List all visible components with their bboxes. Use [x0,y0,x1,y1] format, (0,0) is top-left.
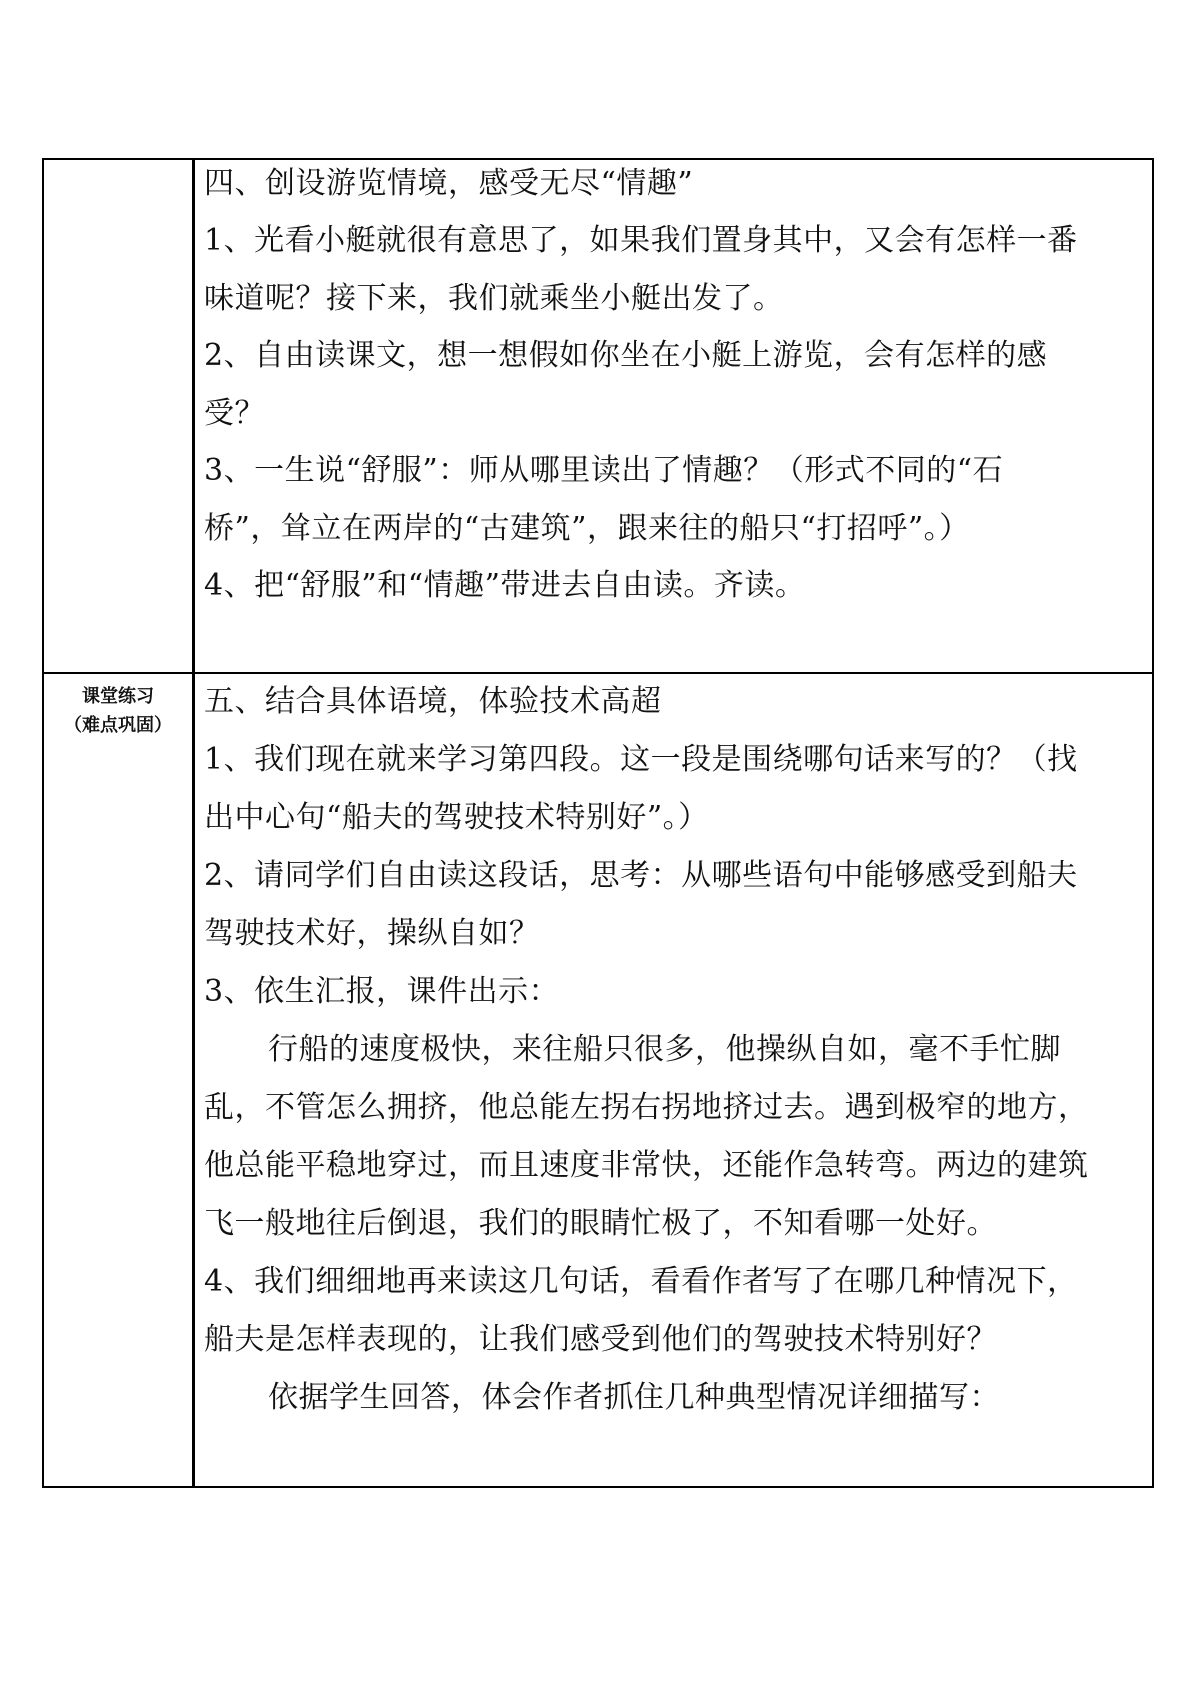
quoted-passage-line: 他总能平稳地穿过，而且速度非常快，还能作急转弯。两边的建筑 [204,1148,1089,1183]
paragraph-line: 2、自由读课文，想一想假如你坐在小艇上游览，会有怎样的感 [204,338,1048,373]
section-heading: 五、结合具体语境，体验技术高超 [204,684,662,719]
paragraph-line: 3、一生说“舒服”：师从哪里读出了情趣？（形式不同的“石 [204,453,1004,488]
quoted-passage-line: 乱，不管怎么拥挤，他总能左拐右拐地挤过去。遇到极窄的地方， [204,1090,1089,1125]
paragraph-line: 驾驶技术好，操纵自如？ [204,916,540,951]
row-label-subtitle: （难点巩固） [64,715,172,736]
paragraph-line: 依据学生回答，体会作者抓住几种典型情况详细描写： [268,1380,1000,1415]
paragraph-line: 受？ [204,396,265,431]
paragraph-line: 桥”，耸立在两岸的“古建筑”，跟来往的船只“打招呼”。） [204,511,970,546]
column-divider [192,160,195,674]
paragraph-line: 4、我们细细地再来读这几句话，看看作者写了在哪几种情况下， [204,1264,1078,1299]
paragraph-line: 船夫是怎样表现的，让我们感受到他们的驾驶技术特别好？ [204,1322,997,1357]
table-row-section-five [42,672,1154,1488]
paragraph-line: 1、我们现在就来学习第四段。这一段是围绕哪句话来写的？（找 [204,742,1078,777]
paragraph-line: 1、光看小艇就很有意思了，如果我们置身其中，又会有怎样一番 [204,223,1078,258]
paragraph-line: 味道呢？接下来，我们就乘坐小艇出发了。 [204,281,784,316]
paragraph-line: 3、依生汇报，课件出示： [204,974,560,1009]
column-divider [192,674,195,1486]
paragraph-line: 2、请同学们自由读这段话，思考：从哪些语句中能够感受到船夫 [204,858,1078,893]
paragraph-line: 4、把“舒服”和“情趣”带进去自由读。齐读。 [204,568,806,603]
table-row-section-four [42,158,1154,674]
row-label-cell [44,682,192,740]
section-heading: 四、创设游览情境，感受无尽“情趣” [204,166,694,201]
quoted-passage-line: 行船的速度极快，来往船只很多，他操纵自如，毫不手忙脚 [268,1032,1061,1067]
paragraph-line: 出中心句“船夫的驾驶技术特别好”。） [204,800,709,835]
row-label-title: 课堂练习 [82,686,154,707]
quoted-passage-line: 飞一般地往后倒退，我们的眼睛忙极了，不知看哪一处好。 [204,1206,997,1241]
